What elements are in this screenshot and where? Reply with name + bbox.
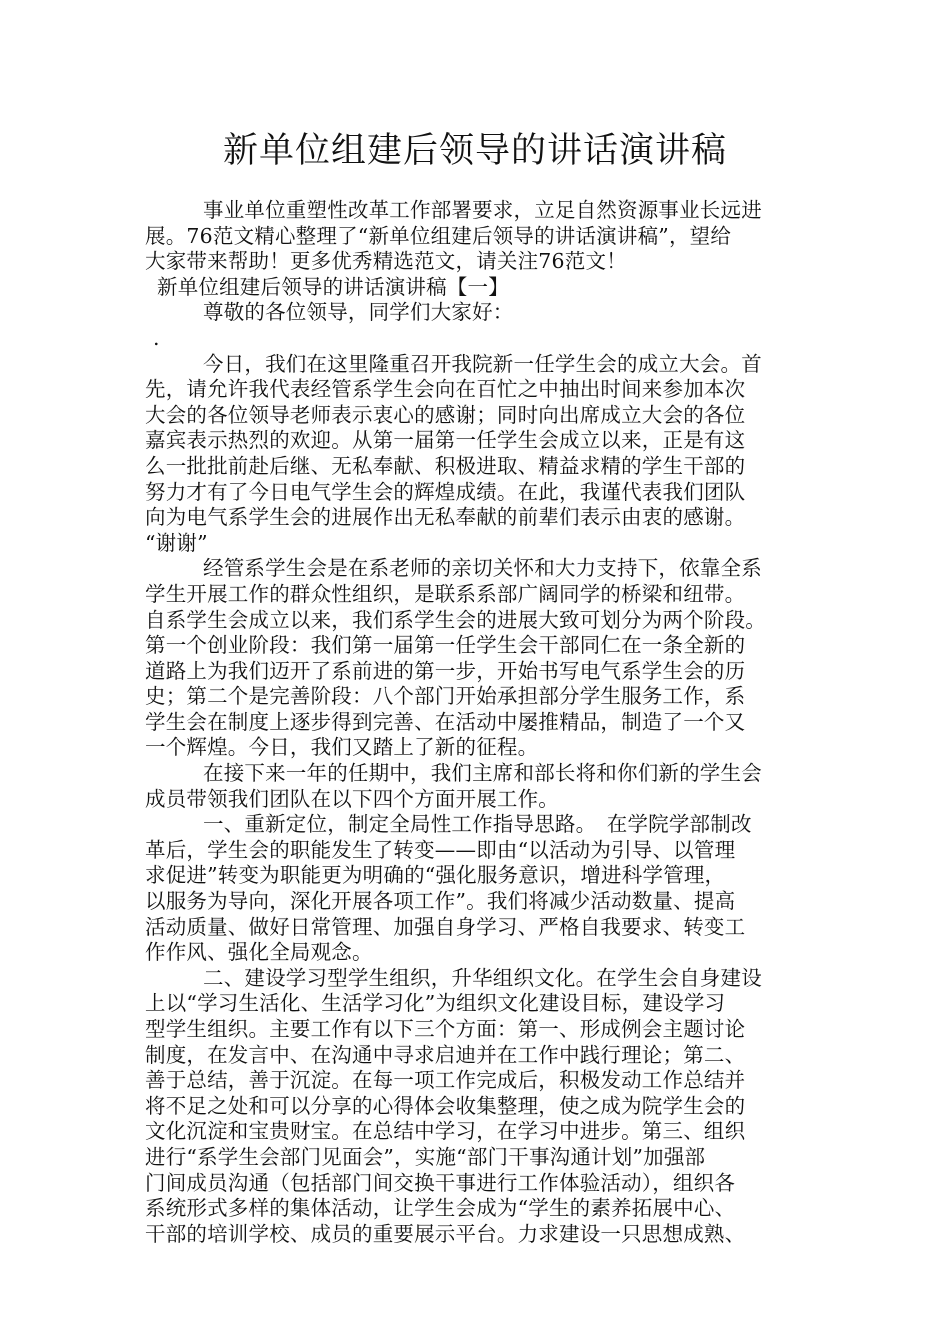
text-line: 在接下来一年的任期中，我们主席和部长将和你们新的学生会 — [203, 761, 762, 786]
text-line: 自系学生会成立以来，我们系学生会的进展大致可划分为两个阶段。 — [145, 607, 766, 632]
text-line: 系统形式多样的集体活动，让学生会成为“学生的素养拓展中心、 — [145, 1196, 736, 1221]
text-line: 制度，在发言中、在沟通中寻求启迪并在工作中践行理论；第二、 — [145, 1042, 746, 1067]
text-line: 干部的培训学校、成员的重要展示平台。力求建设一只思想成熟、 — [145, 1221, 746, 1246]
text-line: . — [153, 325, 160, 350]
text-line: 型学生组织。主要工作有以下三个方面：第一、形成例会主题讨论 — [145, 1017, 746, 1041]
text-line: 活动质量、做好日常管理、加强自身学习、严格自我要求、转变工 — [145, 914, 746, 939]
text-line: “谢谢” — [145, 530, 208, 555]
text-line: 么一批批前赴后继、无私奉献、积极进取、精益求精的学生干部的 — [145, 453, 746, 478]
text-line: 一、重新定位，制定全局性工作指导思路。 在学院学部制改 — [203, 812, 752, 837]
text-line: 学生开展工作的群众性组织，是联系系部广阔同学的桥梁和纽带。 — [145, 581, 746, 606]
text-line: 二、建设学习型学生组织，升华组织文化。在学生会自身建设 — [203, 965, 762, 990]
text-line: 史；第二个是完善阶段：八个部门开始承担部分学生服务工作，系 — [145, 684, 746, 709]
text-line: 道路上为我们迈开了系前进的第一步，开始书写电气系学生会的历 — [145, 658, 746, 683]
text-line: 作作风、强化全局观念。 — [145, 940, 373, 965]
text-line: 门间成员沟通（包括部门间交换干事进行工作体验活动），组织各 — [145, 1170, 736, 1195]
text-line: 先，请允许我代表经管系学生会向在百忙之中抽出时间来参加本次 — [145, 377, 746, 402]
text-line: 求促进”转变为职能更为明确的“强化服务意识，增进科学管理， — [145, 863, 726, 888]
text-line: 努力才有了今日电气学生会的辉煌成绩。在此，我谨代表我们团队 — [145, 479, 746, 504]
text-line: 以服务为导向，深化开展各项工作”。我们将减少活动数量、提高 — [145, 889, 736, 914]
text-line: 经管系学生会是在系老师的亲切关怀和大力支持下，依靠全系 — [203, 556, 762, 581]
document-title: 新单位组建后领导的讲话演讲稿 — [222, 131, 727, 171]
text-line: 今日，我们在这里隆重召开我院新一任学生会的成立大会。首 — [203, 351, 762, 376]
text-line: 尊敬的各位领导，同学们大家好： — [203, 300, 514, 325]
text-line: 成员带领我们团队在以下四个方面开展工作。 — [145, 786, 559, 811]
text-line: 进行“系学生会部门见面会”，实施“部门干事沟通计划”加强部 — [145, 1144, 706, 1169]
text-line: 革后，学生会的职能发生了转变——即由“以活动为引导、以管理 — [145, 837, 736, 862]
document-body — [145, 198, 835, 1247]
text-line: 第一个创业阶段：我们第一届第一任学生会干部同仁在一条全新的 — [145, 633, 746, 658]
text-line: 事业单位重塑性改革工作部署要求，立足自然资源事业长远进 — [203, 198, 762, 222]
text-line: 新单位组建后领导的讲话演讲稿【一】 — [157, 274, 509, 299]
text-line: 一个辉煌。今日，我们又踏上了新的征程。 — [145, 735, 539, 760]
text-line: 上以“学习生活化、生活学习化”为组织文化建设目标，建设学习 — [145, 991, 726, 1016]
text-line: 善于总结，善于沉淀。在每一项工作完成后，积极发动工作总结并 — [145, 1068, 746, 1093]
text-line: 将不足之处和可以分享的心得体会收集整理，使之成为院学生会的 — [145, 1093, 746, 1118]
text-line: 嘉宾表示热烈的欢迎。从第一届第一任学生会成立以来，正是有这 — [145, 428, 746, 453]
text-line: 文化沉淀和宝贵财宝。在总结中学习，在学习中进步。第三、组织 — [145, 1119, 746, 1144]
text-line: 学生会在制度上逐步得到完善、在活动中屡推精品，制造了一个又 — [145, 709, 746, 734]
text-line: 大家带来帮助！更多优秀精选范文，请关注76范文！ — [145, 249, 627, 274]
text-line: 展。76范文精心整理了“新单位组建后领导的讲话演讲稿”，望给 — [145, 223, 732, 248]
text-line: 向为电气系学生会的进展作出无私奉献的前辈们表示由衷的感谢。 — [145, 505, 746, 530]
text-line: 大会的各位领导老师表示衷心的感谢；同时向出席成立大会的各位 — [145, 402, 746, 427]
